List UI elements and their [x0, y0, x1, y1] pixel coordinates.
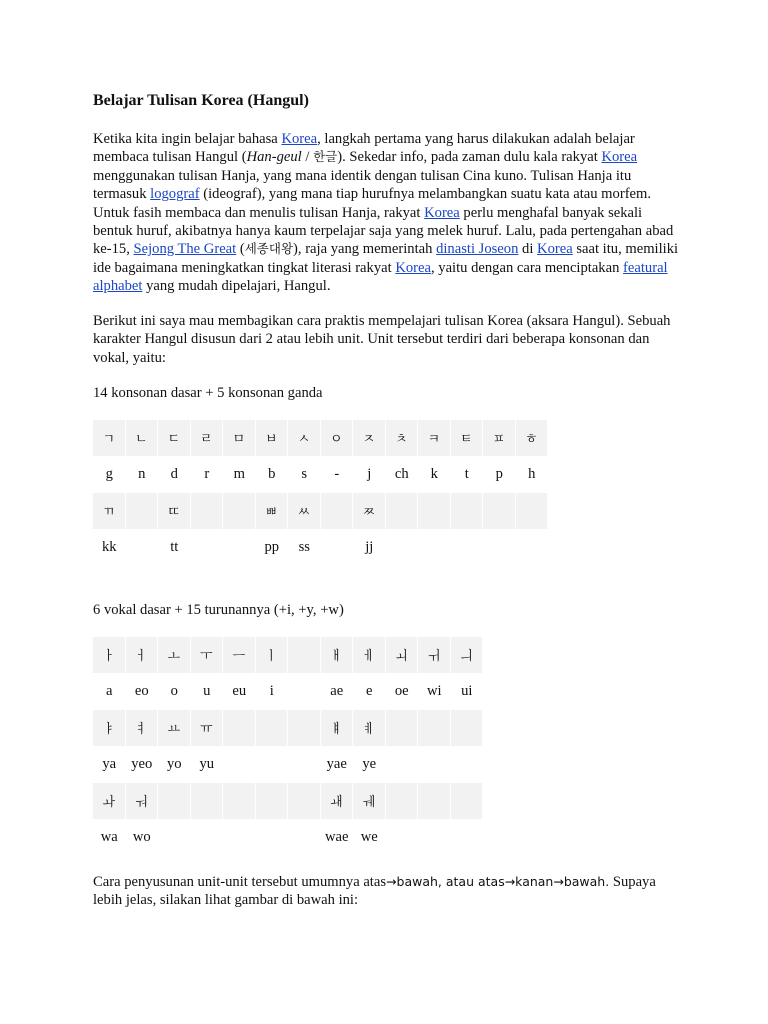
romanization-cell: ss — [298, 539, 310, 556]
page-title: Belajar Tulisan Korea (Hangul) — [93, 92, 309, 109]
romanization-cell: ch — [394, 466, 409, 483]
romanization-cell: p — [495, 466, 503, 483]
romanization-cell — [386, 747, 419, 784]
romanization-cell — [288, 820, 321, 857]
jamo-cell — [288, 710, 321, 747]
jamo-cell: ㅖ — [353, 710, 386, 747]
jamo-cell: ㅏ — [93, 637, 126, 674]
jamo-cell — [483, 493, 516, 530]
jamo-cell — [126, 493, 159, 530]
jamo-cell — [223, 493, 256, 530]
jamo-cell: ㅔ — [353, 637, 386, 674]
jamo-cell: ㄷ — [158, 420, 191, 457]
romanization-cell: t — [464, 466, 469, 483]
inline-link[interactable]: Sejong The Great — [133, 241, 237, 258]
romanization-cell: i — [269, 683, 274, 700]
text-run: Supaya lebih jelas, silakan lihat gambar di bawah ini: — [93, 874, 656, 909]
jamo-cell — [386, 493, 419, 530]
romanization-cell: ya — [102, 756, 117, 773]
romanization-cell — [158, 820, 191, 857]
romanization-cell: ye — [362, 756, 377, 773]
romanization-cell — [516, 530, 549, 567]
jamo-cell: ㅢ — [451, 637, 484, 674]
romanization-cell: k — [430, 466, 438, 483]
jamo-cell: ㅋ — [418, 420, 451, 457]
jamo-cell: ㅎ — [516, 420, 549, 457]
inline-link[interactable]: featural alphabet — [93, 259, 668, 295]
jamo-cell — [256, 783, 289, 820]
jamo-cell — [191, 493, 224, 530]
romanization-cell — [321, 530, 354, 567]
jamo-cell: ㅌ — [451, 420, 484, 457]
romanization-cell: j — [367, 466, 372, 483]
romanization-cell: n — [138, 466, 146, 483]
jamo-cell — [158, 783, 191, 820]
arrangement-paragraph — [93, 873, 683, 910]
text-run: perlu menghafal banyak sekali bentuk huruf, akibatnya hanya kaum terpelajar saja yang melek huruf. Lalu, pada pertengahan abad ke-15, — [93, 204, 674, 258]
romanization-cell — [256, 747, 289, 784]
jamo-cell: ㅘ — [93, 783, 126, 820]
romanization-cell — [288, 674, 321, 711]
text-run: menggunakan tulisan Hanja, yang mana identik dengan tulisan Cina kuno. Tulisan Hanja itu termasuk — [93, 167, 632, 203]
intro-paragraph — [93, 130, 683, 296]
romanization-cell — [418, 530, 451, 567]
jamo-cell: ㅗ — [158, 637, 191, 674]
text-run: ), raja yang memerintah — [293, 241, 437, 258]
text-run: →bawah, atau atas→kanan→bawah. — [386, 874, 610, 889]
romanization-cell — [126, 530, 159, 567]
jamo-cell — [223, 710, 256, 747]
jamo-cell: ㅐ — [321, 637, 354, 674]
jamo-cell — [418, 493, 451, 530]
jamo-cell: ㅉ — [353, 493, 386, 530]
consonant-table — [93, 420, 548, 566]
vowel-table — [93, 637, 483, 856]
jamo-cell: ㅠ — [191, 710, 224, 747]
text-run: , yaitu dengan cara menciptakan — [430, 259, 624, 276]
romanization-cell: wa — [100, 829, 118, 846]
romanization-cell: ae — [330, 683, 344, 700]
romanization-cell — [451, 820, 484, 857]
jamo-cell: ㅆ — [288, 493, 321, 530]
romanization-cell: eo — [134, 683, 149, 700]
romanization-cell — [451, 747, 484, 784]
romanization-cell: u — [203, 683, 211, 700]
jamo-cell: ㄲ — [93, 493, 126, 530]
romanization-cell: h — [528, 466, 536, 483]
romanization-cell: r — [204, 466, 210, 483]
text-run: / — [301, 149, 314, 166]
romanization-cell — [483, 530, 516, 567]
italic-text: Han-geul — [246, 149, 302, 166]
vowel-section-label: 6 vokal dasar + 15 turunannya (+i, +y, +w) — [93, 602, 344, 618]
jamo-cell: ㅕ — [126, 710, 159, 747]
jamo-cell: ㄴ — [126, 420, 159, 457]
inline-link[interactable]: dinasti Joseon — [436, 241, 519, 258]
romanization-cell: a — [106, 683, 113, 700]
romanization-cell: yae — [326, 756, 347, 773]
jamo-cell: ㅛ — [158, 710, 191, 747]
jamo-cell — [386, 783, 419, 820]
inline-link[interactable]: Korea — [424, 204, 460, 221]
romanization-cell: m — [233, 466, 245, 483]
text-run: 한글 — [313, 149, 338, 165]
jamo-cell: ㅅ — [288, 420, 321, 457]
inline-link[interactable]: Korea — [537, 241, 573, 258]
jamo-cell: ㄱ — [93, 420, 126, 457]
text-run: , langkah pertama yang harus dilakukan adalah belajar membaca tulisan Hangul ( — [93, 131, 635, 166]
text-run: ( — [236, 241, 245, 258]
romanization-cell — [418, 820, 451, 857]
jamo-cell: ㅙ — [321, 783, 354, 820]
romanization-cell: oe — [394, 683, 409, 700]
text-run: ). Sekedar info, pada zaman dulu kala rakyat — [337, 149, 602, 166]
romanization-cell: d — [170, 466, 178, 483]
jamo-cell: ㄸ — [158, 493, 191, 530]
jamo-cell: ㅣ — [256, 637, 289, 674]
romanization-cell: we — [360, 829, 378, 846]
jamo-cell: ㅈ — [353, 420, 386, 457]
romanization-cell — [288, 747, 321, 784]
romanization-cell: e — [366, 683, 373, 700]
romanization-cell — [191, 530, 224, 567]
jamo-cell — [386, 710, 419, 747]
romanization-cell — [386, 820, 419, 857]
romanization-cell: wae — [325, 829, 349, 846]
jamo-cell: ㅚ — [386, 637, 419, 674]
romanization-cell: kk — [101, 539, 117, 556]
romanization-cell: b — [268, 466, 276, 483]
jamo-cell — [191, 783, 224, 820]
jamo-cell: ㅒ — [321, 710, 354, 747]
jamo-cell: ㅃ — [256, 493, 289, 530]
info-paragraph: Berikut ini saya mau membagikan cara praktis mempelajari tulisan Korea (aksara Hangul). Sebuah karakter Hangul disusun dari 2 atau lebih unit. Unit tersebut terdiri dari beberapa konsonan dan vokal, yaitu: — [93, 313, 671, 366]
romanization-cell: g — [105, 466, 113, 483]
romanization-cell: jj — [365, 539, 374, 556]
jamo-cell: ㄹ — [191, 420, 224, 457]
romanization-cell: yeo — [131, 756, 153, 773]
jamo-cell: ㅂ — [256, 420, 289, 457]
romanization-cell — [223, 820, 256, 857]
consonant-section-label: 14 konsonan dasar + 5 konsonan ganda — [93, 385, 323, 401]
romanization-cell — [256, 820, 289, 857]
inline-link[interactable]: Korea — [601, 149, 638, 166]
romanization-cell: wo — [132, 829, 151, 846]
romanization-cell — [386, 530, 419, 567]
jamo-cell — [516, 493, 549, 530]
jamo-cell: ㅇ — [321, 420, 354, 457]
text-run: Cara penyusunan unit-unit tersebut umumnya atas — [93, 874, 387, 890]
jamo-cell — [418, 710, 451, 747]
romanization-cell: yu — [199, 756, 215, 773]
romanization-cell: tt — [170, 539, 179, 556]
jamo-cell: ㅊ — [386, 420, 419, 457]
inline-link[interactable]: Korea — [395, 259, 431, 276]
romanization-cell — [451, 530, 484, 567]
jamo-cell: ㅝ — [126, 783, 159, 820]
romanization-cell: pp — [264, 539, 280, 556]
jamo-cell — [256, 710, 289, 747]
romanization-cell: - — [334, 466, 340, 483]
jamo-cell — [321, 493, 354, 530]
romanization-cell — [418, 747, 451, 784]
text-run: Ketika kita ingin belajar bahasa — [93, 131, 282, 147]
jamo-cell: ㅑ — [93, 710, 126, 747]
inline-link[interactable]: Korea — [281, 131, 318, 147]
romanization-cell: eu — [232, 683, 247, 700]
jamo-cell — [223, 783, 256, 820]
romanization-cell: yo — [166, 756, 182, 773]
romanization-cell — [191, 820, 224, 857]
jamo-cell: ㅓ — [126, 637, 159, 674]
romanization-cell: o — [170, 683, 178, 700]
jamo-cell: ㅁ — [223, 420, 256, 457]
jamo-cell — [451, 783, 484, 820]
jamo-cell — [288, 783, 321, 820]
jamo-cell: ㅟ — [418, 637, 451, 674]
romanization-cell — [223, 530, 256, 567]
text-run: yang mudah dipelajari, Hangul. — [142, 278, 331, 295]
jamo-cell: ㅡ — [223, 637, 256, 674]
jamo-cell — [451, 493, 484, 530]
jamo-cell — [288, 637, 321, 674]
romanization-cell: wi — [426, 683, 442, 700]
text-run: saat itu, memiliki ide bagaimana meningkatkan tingkat literasi rakyat — [93, 241, 679, 276]
jamo-cell — [451, 710, 484, 747]
jamo-cell: ㅜ — [191, 637, 224, 674]
text-run: (ideograf), yang mana tiap hurufnya melambangkan suatu kata atau morfem. Untuk fasih membaca dan menulis tulisan Hanja, rakyat — [93, 186, 652, 221]
inline-link[interactable]: logograf — [150, 186, 200, 203]
romanization-cell: ui — [461, 683, 473, 700]
romanization-cell: s — [301, 466, 308, 483]
text-run: 세종대왕 — [244, 241, 294, 257]
jamo-cell: ㅞ — [353, 783, 386, 820]
jamo-cell: ㅍ — [483, 420, 516, 457]
text-run: di — [518, 241, 538, 258]
romanization-cell — [223, 747, 256, 784]
jamo-cell — [418, 783, 451, 820]
